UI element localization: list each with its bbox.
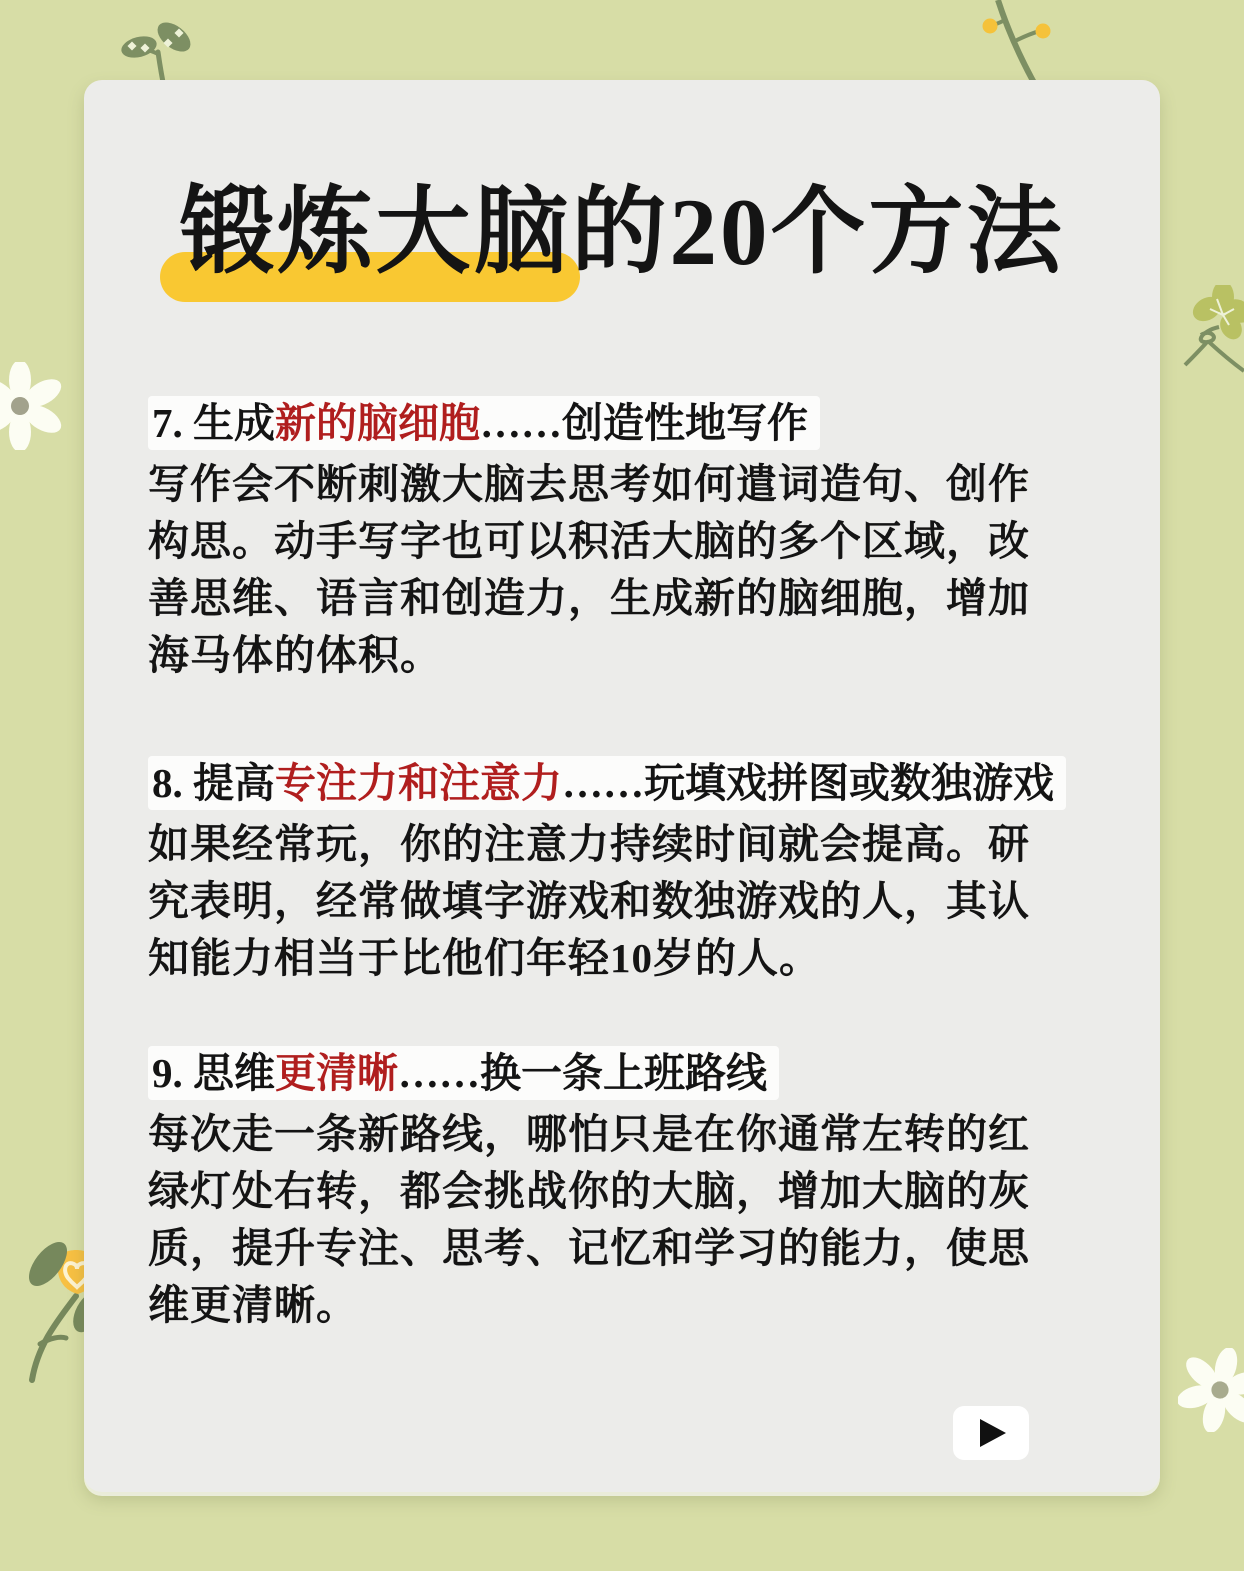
section-9 [148,1046,1108,1334]
heading-emphasis: 更清晰 [275,1050,398,1096]
body-line: 写作会不断刺激大脑去思考如何遣词造句、创作 [148,461,1030,507]
branch-berries-icon [965,0,1060,90]
section-9-body [148,1106,1108,1334]
clover-flower-icon [1183,285,1244,383]
heading-emphasis: 专注力和注意力 [275,760,562,806]
section-7-body [148,456,1108,684]
title-row [84,176,1160,288]
body-line: 如果经常玩，你的注意力持续时间就会提高。研 [148,821,1030,867]
body-line: 善思维、语言和创造力，生成新的脑细胞，增加 [148,575,1030,621]
heading-emphasis: 新的脑细胞 [275,400,480,446]
heading-prefix: 7. 生成 [152,400,275,446]
next-page-button[interactable] [953,1406,1029,1460]
body-line: 绿灯处右转，都会挑战你的大脑，增加大脑的灰 [148,1168,1030,1214]
section-8 [148,756,1108,987]
section-7 [148,396,1108,684]
heading-prefix: 9. 思维 [152,1050,275,1096]
content-card [84,80,1160,1492]
body-line: 究表明，经常做填字游戏和数独游戏的人，其认 [148,878,1030,924]
body-line: 每次走一条新路线，哪怕只是在你通常左转的红 [148,1111,1030,1157]
page-title: 锻炼大脑的20个方法 [179,179,1065,285]
section-8-body [148,816,1108,987]
body-line: 维更清晰。 [148,1282,358,1328]
body-line: 质，提升专注、思考、记忆和学习的能力，使思 [148,1225,1030,1271]
heading-suffix: ……创造性地写作 [480,400,808,446]
section-9-heading [148,1046,779,1100]
play-icon [971,1416,1011,1450]
body-line: 知能力相当于比他们年轻10岁的人。 [148,935,821,981]
heading-suffix: ……玩填戏拼图或数独游戏 [562,760,1054,806]
section-7-heading [148,396,820,450]
heading-suffix: ……换一条上班路线 [398,1050,767,1096]
daisy-flower-icon [1178,1348,1244,1432]
heading-prefix: 8. 提高 [152,760,275,806]
body-line: 海马体的体积。 [148,632,442,678]
section-8-heading [148,756,1066,810]
body-line: 构思。动手写字也可以积活大脑的多个区域，改 [148,518,1030,564]
daisy-flower-icon [0,362,64,450]
